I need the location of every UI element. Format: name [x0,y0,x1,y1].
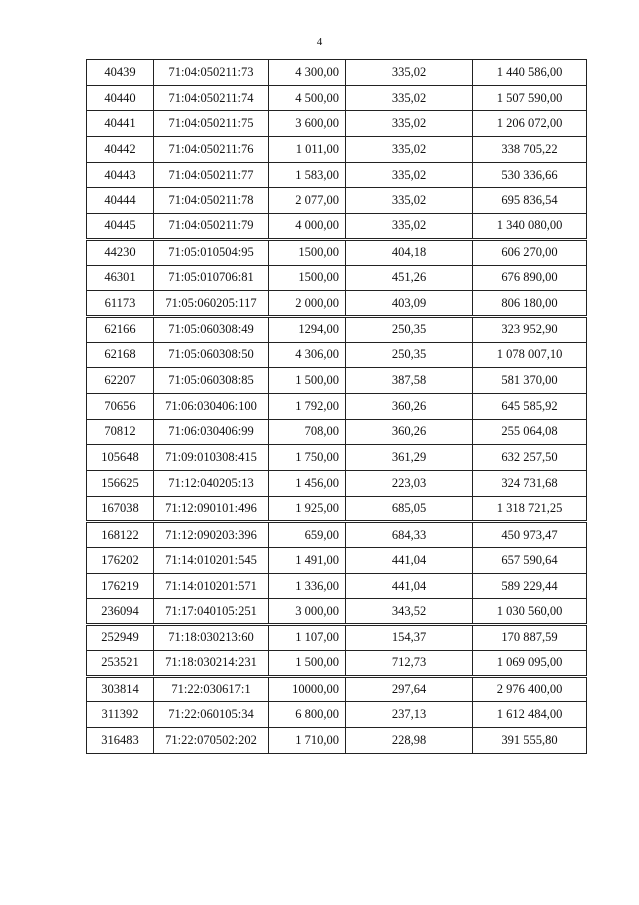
value-cell: 589 229,44 [473,573,587,599]
area-cell: 1500,00 [269,239,346,265]
value-cell: 530 336,66 [473,162,587,188]
area-cell: 1 925,00 [269,496,346,522]
rate-cell: 712,73 [346,650,473,676]
rate-cell: 237,13 [346,702,473,728]
table-row [87,727,587,753]
value-cell: 323 952,90 [473,316,587,342]
cadastral-number-cell: 71:04:050211:76 [154,137,269,163]
cadastral-number-cell: 71:04:050211:78 [154,188,269,214]
rate-cell: 360,26 [346,419,473,445]
area-cell: 1294,00 [269,316,346,342]
cadastral-number-cell: 71:04:050211:73 [154,60,269,86]
cadastral-number-cell: 71:04:050211:79 [154,214,269,240]
rate-cell: 335,02 [346,85,473,111]
cadastral-number-cell: 71:04:050211:74 [154,85,269,111]
area-cell: 708,00 [269,419,346,445]
rate-cell: 335,02 [346,60,473,86]
area-cell: 6 800,00 [269,702,346,728]
area-cell: 1 011,00 [269,137,346,163]
rate-cell: 250,35 [346,316,473,342]
area-cell: 3 600,00 [269,111,346,137]
record-number-cell: 46301 [87,265,154,291]
record-number-cell: 303814 [87,676,154,702]
area-cell: 10000,00 [269,676,346,702]
table-row [87,111,587,137]
value-cell: 695 836,54 [473,188,587,214]
value-cell: 581 370,00 [473,368,587,394]
rate-cell: 684,33 [346,522,473,548]
value-cell: 657 590,64 [473,548,587,574]
table-row [87,702,587,728]
cadastral-number-cell: 71:17:040105:251 [154,599,269,625]
record-number-cell: 252949 [87,625,154,651]
area-cell: 1 792,00 [269,393,346,419]
area-cell: 1 583,00 [269,162,346,188]
rate-cell: 297,64 [346,676,473,702]
rate-cell: 441,04 [346,548,473,574]
value-cell: 1 078 007,10 [473,342,587,368]
cadastral-number-cell: 71:22:060105:34 [154,702,269,728]
cadastral-number-cell: 71:22:070502:202 [154,727,269,753]
area-cell: 1 710,00 [269,727,346,753]
cadastral-number-cell: 71:04:050211:77 [154,162,269,188]
value-cell: 676 890,00 [473,265,587,291]
parcel-table [86,59,587,754]
cadastral-number-cell: 71:14:010201:571 [154,573,269,599]
value-cell: 1 340 080,00 [473,214,587,240]
record-number-cell: 40442 [87,137,154,163]
cadastral-number-cell: 71:05:010504:95 [154,239,269,265]
table-row [87,573,587,599]
table-row [87,393,587,419]
record-number-cell: 40444 [87,188,154,214]
record-number-cell: 236094 [87,599,154,625]
cadastral-number-cell: 71:05:060308:50 [154,342,269,368]
area-cell: 4 306,00 [269,342,346,368]
table-row [87,650,587,676]
cadastral-number-cell: 71:04:050211:75 [154,111,269,137]
rate-cell: 250,35 [346,342,473,368]
cadastral-number-cell: 71:14:010201:545 [154,548,269,574]
area-cell: 1 491,00 [269,548,346,574]
table-row [87,239,587,265]
record-number-cell: 40441 [87,111,154,137]
record-number-cell: 167038 [87,496,154,522]
rate-cell: 361,29 [346,445,473,471]
record-number-cell: 62168 [87,342,154,368]
table-row [87,368,587,394]
value-cell: 1 030 560,00 [473,599,587,625]
area-cell: 1 336,00 [269,573,346,599]
value-cell: 806 180,00 [473,291,587,317]
area-cell: 1 500,00 [269,368,346,394]
cadastral-number-cell: 71:06:030406:100 [154,393,269,419]
rate-cell: 335,02 [346,214,473,240]
table-row [87,214,587,240]
record-number-cell: 176202 [87,548,154,574]
value-cell: 632 257,50 [473,445,587,471]
cadastral-number-cell: 71:06:030406:99 [154,419,269,445]
record-number-cell: 61173 [87,291,154,317]
table-row [87,137,587,163]
record-number-cell: 40443 [87,162,154,188]
record-number-cell: 176219 [87,573,154,599]
value-cell: 1 206 072,00 [473,111,587,137]
area-cell: 4 500,00 [269,85,346,111]
page-number: 4 [316,36,323,48]
value-cell: 324 731,68 [473,471,587,497]
cadastral-number-cell: 71:05:010706:81 [154,265,269,291]
table-row [87,85,587,111]
cadastral-number-cell: 71:12:090101:496 [154,496,269,522]
record-number-cell: 70812 [87,419,154,445]
area-cell: 4 000,00 [269,214,346,240]
rate-cell: 223,03 [346,471,473,497]
area-cell: 4 300,00 [269,60,346,86]
rate-cell: 335,02 [346,137,473,163]
rate-cell: 335,02 [346,111,473,137]
table-row [87,162,587,188]
cadastral-number-cell: 71:12:040205:13 [154,471,269,497]
rate-cell: 335,02 [346,188,473,214]
value-cell: 1 318 721,25 [473,496,587,522]
value-cell: 391 555,80 [473,727,587,753]
table-row [87,316,587,342]
table-row [87,496,587,522]
record-number-cell: 40440 [87,85,154,111]
area-cell: 1 750,00 [269,445,346,471]
area-cell: 1 456,00 [269,471,346,497]
record-number-cell: 44230 [87,239,154,265]
table-row [87,342,587,368]
record-number-cell: 253521 [87,650,154,676]
record-number-cell: 311392 [87,702,154,728]
table-row [87,676,587,702]
record-number-cell: 40439 [87,60,154,86]
record-number-cell: 40445 [87,214,154,240]
rate-cell: 685,05 [346,496,473,522]
rate-cell: 343,52 [346,599,473,625]
record-number-cell: 105648 [87,445,154,471]
rate-cell: 451,26 [346,265,473,291]
table-row [87,599,587,625]
cadastral-number-cell: 71:05:060205:117 [154,291,269,317]
rate-cell: 335,02 [346,162,473,188]
cadastral-number-cell: 71:18:030214:231 [154,650,269,676]
table-row [87,471,587,497]
record-number-cell: 168122 [87,522,154,548]
rate-cell: 404,18 [346,239,473,265]
record-number-cell: 316483 [87,727,154,753]
cadastral-number-cell: 71:05:060308:85 [154,368,269,394]
record-number-cell: 62207 [87,368,154,394]
value-cell: 1 507 590,00 [473,85,587,111]
area-cell: 1500,00 [269,265,346,291]
record-number-cell: 70656 [87,393,154,419]
value-cell: 2 976 400,00 [473,676,587,702]
cadastral-number-cell: 71:22:030617:1 [154,676,269,702]
value-cell: 255 064,08 [473,419,587,445]
area-cell: 2 077,00 [269,188,346,214]
table-row [87,291,587,317]
rate-cell: 441,04 [346,573,473,599]
cadastral-number-cell: 71:05:060308:49 [154,316,269,342]
value-cell: 170 887,59 [473,625,587,651]
table-row [87,625,587,651]
table-row [87,522,587,548]
table-row [87,265,587,291]
value-cell: 606 270,00 [473,239,587,265]
value-cell: 1 069 095,00 [473,650,587,676]
record-number-cell: 156625 [87,471,154,497]
table-row [87,548,587,574]
table-row [87,188,587,214]
table-row [87,60,587,86]
value-cell: 645 585,92 [473,393,587,419]
area-cell: 1 107,00 [269,625,346,651]
area-cell: 3 000,00 [269,599,346,625]
rate-cell: 387,58 [346,368,473,394]
rate-cell: 403,09 [346,291,473,317]
area-cell: 2 000,00 [269,291,346,317]
cadastral-number-cell: 71:12:090203:396 [154,522,269,548]
rate-cell: 360,26 [346,393,473,419]
value-cell: 338 705,22 [473,137,587,163]
value-cell: 1 612 484,00 [473,702,587,728]
table-row [87,445,587,471]
value-cell: 1 440 586,00 [473,60,587,86]
value-cell: 450 973,47 [473,522,587,548]
cadastral-number-cell: 71:18:030213:60 [154,625,269,651]
rate-cell: 228,98 [346,727,473,753]
cadastral-number-cell: 71:09:010308:415 [154,445,269,471]
area-cell: 659,00 [269,522,346,548]
rate-cell: 154,37 [346,625,473,651]
table-row [87,419,587,445]
area-cell: 1 500,00 [269,650,346,676]
record-number-cell: 62166 [87,316,154,342]
